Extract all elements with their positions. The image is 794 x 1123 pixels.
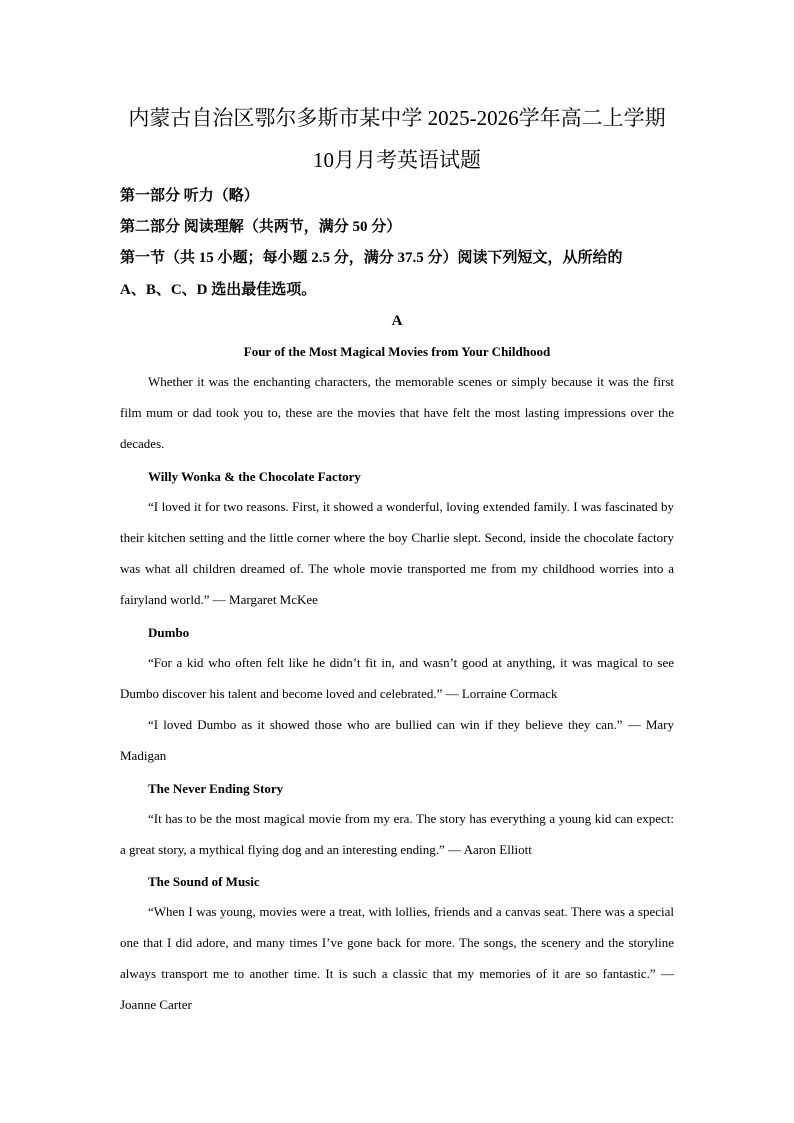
movie-quote-never-ending-story: “It has to be the most magical movie from my era. The story has everything a young kid can expect: a great story, a mythical flying dog and an interesting ending.” — Aaron Elliott	[120, 811, 674, 857]
movie-heading-dumbo: Dumbo	[148, 625, 190, 640]
passage-title: Four of the Most Magical Movies from Your Childhood	[243, 344, 551, 359]
part-two-heading: 第二部分 阅读理解（共两节，满分 50 分）	[120, 219, 402, 235]
movie-heading-willy-wonka: Willy Wonka & the Chocolate Factory	[148, 469, 361, 484]
exam-title-line-1: 内蒙古自治区鄂尔多斯市某中学 2025-2026学年高二上学期	[128, 106, 666, 130]
movie-quote-willy-wonka: “I loved it for two reasons. First, it showed a wonderful, loving extended family. I was fascinated by their kitchen setting and the little corner where the boy Charlie slept. Second, inside the chocolate factory was what all children dreamed of. The whole movie transported me from my childhood worries into a fairyland world.” — Margaret McKee	[120, 499, 674, 607]
movie-quote-dumbo-2: “I loved Dumbo as it showed those who are bullied can win if they believe they can.” — Mary Madigan	[120, 717, 674, 763]
passage-intro: Whether it was the enchanting characters, the memorable scenes or simply because it was the first film mum or dad took you to, these are the movies that have felt the most lasting impressions over the decades.	[120, 374, 674, 451]
passage-letter: A	[391, 313, 403, 329]
movie-quote-dumbo-1: “For a kid who often felt like he didn’t fit in, and wasn’t good at anything, it was magical to see Dumbo discover his talent and become loved and celebrated.” — Lorraine Cormack	[120, 655, 674, 701]
movie-heading-never-ending-story: The Never Ending Story	[148, 781, 284, 796]
movie-heading-sound-of-music: The Sound of Music	[148, 874, 260, 889]
movie-quote-sound-of-music: “When I was young, movies were a treat, with lollies, friends and a canvas seat. There was a special one that I did adore, and many times I’ve gone back for more. The songs, the scenery and the storyline always transport me to another time. It is such a classic that my memories of it are so fantastic.” — Joanne Carter	[120, 904, 674, 1012]
section-one-instruction-line-1: 第一节（共 15 小题；每小题 2.5 分，满分 37.5 分）阅读下列短文，从所给的	[120, 250, 623, 266]
exam-title-line-2: 10月月考英语试题	[313, 148, 481, 172]
part-one-heading: 第一部分 听力（略）	[120, 188, 259, 204]
section-one-instruction-line-2: A、B、C、D 选出最佳选项。	[120, 282, 317, 298]
